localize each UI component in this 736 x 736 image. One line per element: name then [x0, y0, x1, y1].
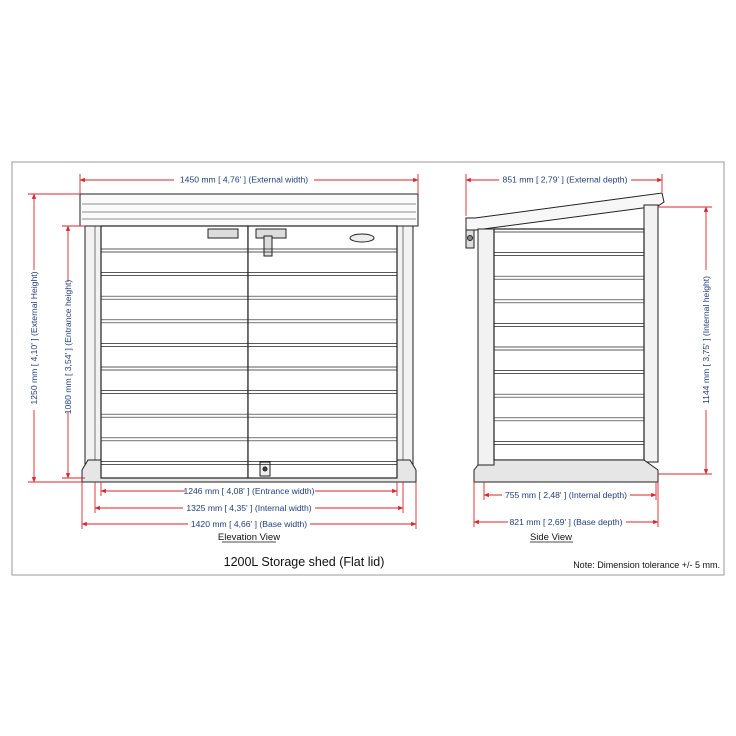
elevation-right-post — [397, 226, 413, 482]
label-external-depth: 851 mm [ 2,79' ] (External depth) — [502, 174, 628, 185]
side-view — [466, 193, 664, 482]
elevation-lid — [80, 194, 418, 226]
label-base-width: 1420 mm [ 4,66' ] (Base width) — [190, 519, 308, 529]
elevation-right-door — [248, 226, 397, 478]
side-front-post — [478, 229, 494, 465]
side-panel — [494, 229, 644, 460]
side-rear-post — [644, 205, 658, 462]
label-external-height: 1250 mm [ 4,10' ] (External Height) — [29, 271, 39, 405]
tolerance-note: Note: Dimension tolerance +/- 5 mm. — [573, 560, 720, 570]
label-internal-width: 1325 mm [ 4,35' ] (Internal width) — [186, 503, 312, 513]
label-internal-depth: 755 mm [ 2,48' ] (Internal depth) — [504, 490, 628, 500]
elevation-view-label: Elevation View — [217, 532, 281, 543]
logo-badge — [350, 234, 374, 242]
elevation-left-door — [101, 226, 248, 478]
label-entrance-height: 1080 mm [ 3,54' ] (Entrance height) — [63, 279, 73, 415]
elevation-left-post — [85, 226, 101, 482]
label-external-width: 1450 mm [ 4,76' ] (External width) — [179, 174, 309, 185]
door-latch — [208, 229, 238, 238]
elevation-view — [80, 194, 418, 482]
drawing-title: 1200L Storage shed (Flat lid) — [223, 555, 385, 569]
label-entrance-width: 1246 mm [ 4,08' ] (Entrance width) — [183, 486, 315, 496]
side-base — [474, 460, 658, 482]
label-base-depth: 821 mm [ 2,69' ] (Base depth) — [509, 517, 623, 527]
label-internal-height: 1144 mm [ 3,75' ] (Internal height) — [701, 275, 711, 405]
side-view-label: Side View — [529, 532, 573, 543]
